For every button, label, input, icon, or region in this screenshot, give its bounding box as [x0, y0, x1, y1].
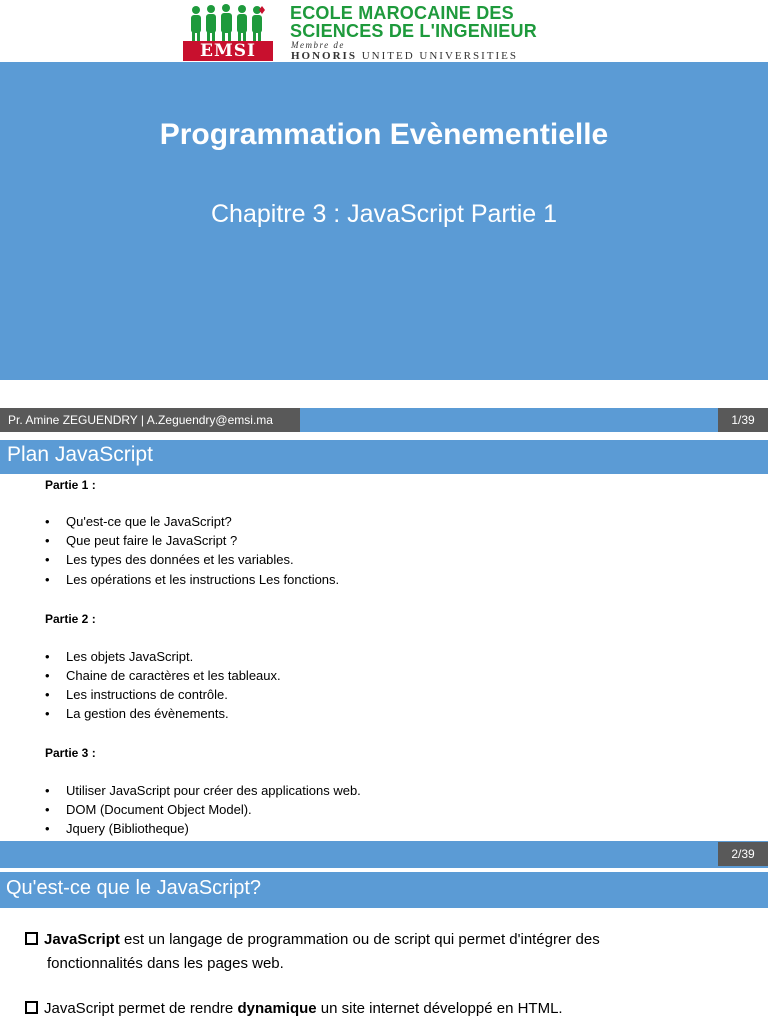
- slide3-page-number: 2/39: [718, 842, 768, 866]
- slide2-title: Plan JavaScript: [7, 443, 153, 466]
- slide3-topbar: [0, 841, 768, 868]
- school-name-line1: ECOLE MAROCAINE DES: [290, 3, 514, 23]
- partie-3-label: Partie 3 :: [45, 746, 96, 760]
- honoris-bold: HONORIS: [291, 50, 357, 62]
- slide2-page-number: 1/39: [718, 408, 768, 432]
- author-info: Pr. Amine ZEGUENDRY | A.Zeguendry@emsi.ma: [0, 408, 300, 432]
- checkbox-bullet-icon: [25, 932, 38, 945]
- checkbox-bullet-icon: [25, 1001, 38, 1014]
- membre-label: Membre de: [291, 40, 345, 50]
- partie-1-label: Partie 1 :: [45, 478, 96, 492]
- logo-emsi-text: EMSI: [183, 41, 273, 61]
- chapter-subtitle: Chapitre 3 : JavaScript Partie 1: [211, 200, 557, 228]
- school-name-line2: SCIENCES DE L'INGENIEUR: [290, 21, 537, 41]
- school-logo-figures-icon: [186, 4, 272, 44]
- honoris-label: [291, 50, 518, 62]
- document-page: EMSI ECOLE MAROCAINE DES SCIENCES DE L'INGENIEUR Membre de HONORIS UNITED UNIVERSITIES Programmation Evènementielle Chapitre 3 : JavaScript Partie 1 1/39 Pr. Amine ZEGUENDRY | A.Zeguendry@emsi.ma Plan JavaScript Partie 1 : Qu'est-ce que le JavaScript? Que peut faire le JavaScript ? Les types des données et les variables. Les opérations et les instructions Les fonctions. Partie 2 : Les objets JavaScript. Chaine de caractères et les tableaux. Les instructions de contrôle. La gestion des évènements. Partie 3 : Utiliser JavaScript pour créer des applications web. DOM (Document Object Model). Jquery (Bibliotheque) 2/39 Qu'est-ce que le JavaScript? JavaScript est un langage de programmation ou de script qui permet d'intégrer des fonctionnalités dans les pages web. JavaScript permet de rendre dynamique un site internet développé en HTML.: [0, 0, 768, 1024]
- honoris-rest: UNITED UNIVERSITIES: [356, 50, 518, 62]
- partie-2-label: Partie 2 :: [45, 612, 96, 626]
- paragraph-javascript-definition: JavaScript est un langage de programmation ou de script qui permet d'intégrer des fonctionnalités dans les pages web.: [25, 928, 600, 976]
- course-title: Programmation Evènementielle: [159, 118, 609, 151]
- paragraph-javascript-dynamic: JavaScript permet de rendre dynamique un site internet développé en HTML.: [25, 997, 563, 1021]
- school-header: [0, 0, 768, 62]
- slide3-title: Qu'est-ce que le JavaScript?: [6, 877, 262, 899]
